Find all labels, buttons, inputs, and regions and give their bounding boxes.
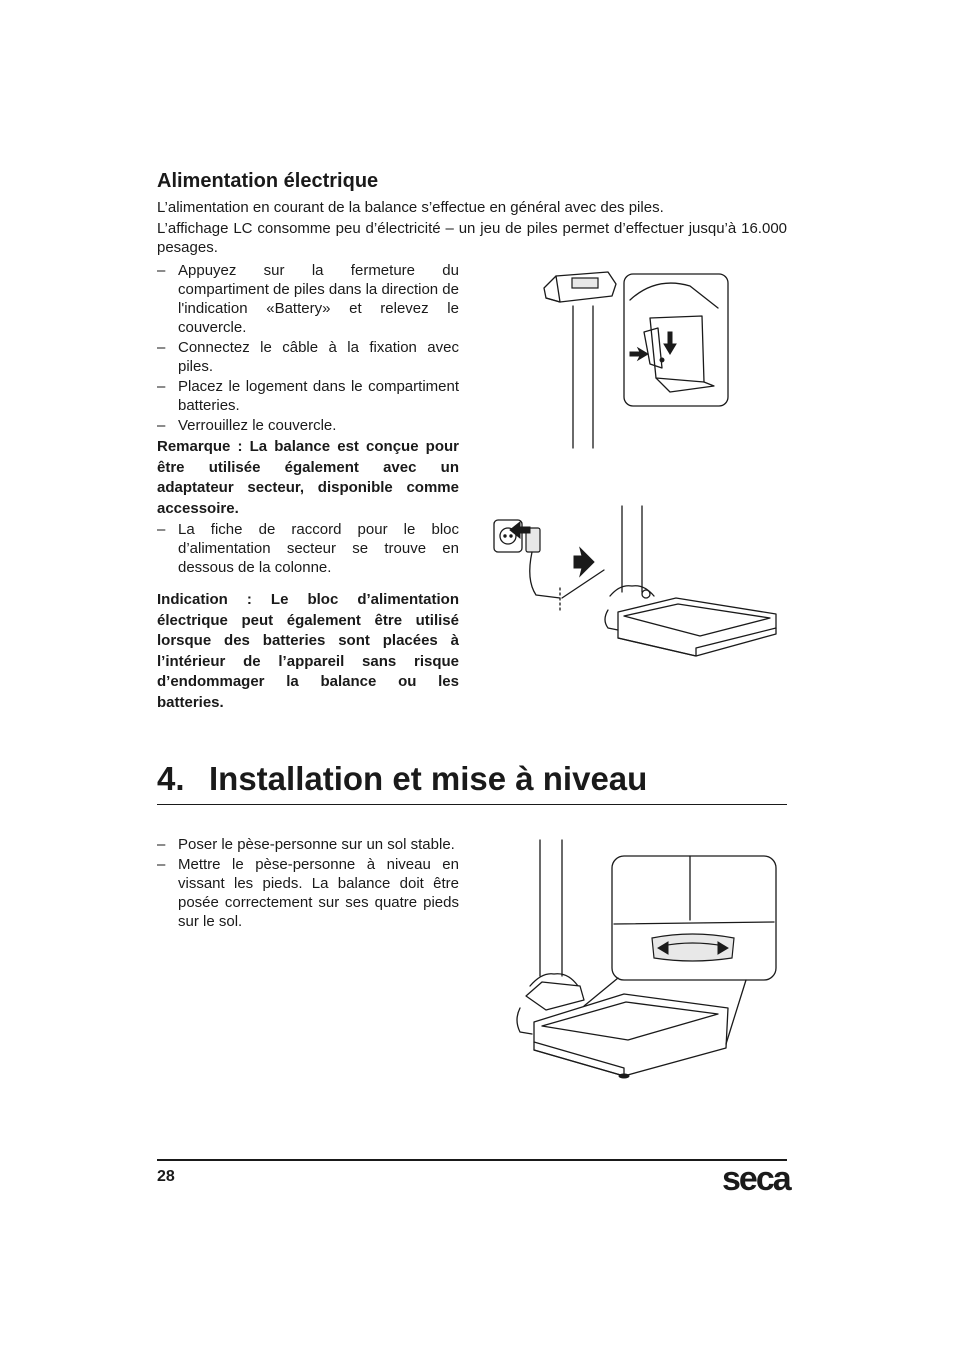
adapter-steps-list (157, 520, 459, 577)
intro-paragraph-2: L’affichage LC consomme peu d’électricité – un jeu de piles permet d’effectuer jusqu’à 16.000 pesages. (157, 220, 787, 256)
power-adapter-illustration (486, 500, 786, 670)
installation-column (157, 835, 459, 932)
indication-note: Indication : Le bloc d’alimentation électrique peut également être utilisé lorsque des batteries sont placées à l’intérieur de l’appareil sans risque d’endommager la balance ou les batteries. (157, 591, 459, 711)
list-item: – Verrouillez le couvercle. (157, 416, 459, 435)
list-item: – Mettre le pèse-personne à niveau en vissant les pieds. La balance doit être posée correctement sur ses quatre pieds sur le sol. (157, 855, 459, 931)
list-item: – Connectez le câble à la fixation avec piles. (157, 338, 459, 376)
chapter-number: 4. (157, 760, 185, 797)
chapter-divider (157, 804, 787, 805)
section-title: Alimentation électrique (157, 170, 379, 192)
list-item: – La fiche de raccord pour le bloc d’alimentation secteur se trouve en dessous de la colonne. (157, 520, 459, 577)
page-number: 28 (157, 1168, 175, 1185)
chapter-heading (157, 760, 647, 798)
battery-steps-list (157, 261, 459, 435)
list-item: – Appuyez sur la fermeture du compartiment de piles dans la direction de l'indication «Battery» et relevez le couvercle. (157, 261, 459, 337)
list-item: – Poser le pèse-personne sur un sol stable. (157, 835, 459, 854)
intro-paragraph-1: L’alimentation en courant de la balance s’effectue en général avec des piles. (157, 199, 664, 216)
list-item: – Placez le logement dans le compartiment batteries. (157, 377, 459, 415)
footer-divider (157, 1159, 787, 1161)
chapter-title: Installation et mise à niveau (209, 760, 648, 797)
brand-logo: seca (722, 1160, 790, 1198)
scale-leveling-illustration (512, 836, 782, 1081)
remark-note: Remarque : La balance est conçue pour être utilisée également avec un adaptateur secteur, disponible comme accessoire. (157, 438, 459, 517)
installation-steps-list (157, 835, 459, 931)
battery-compartment-illustration (530, 268, 740, 458)
battery-column (157, 261, 459, 713)
